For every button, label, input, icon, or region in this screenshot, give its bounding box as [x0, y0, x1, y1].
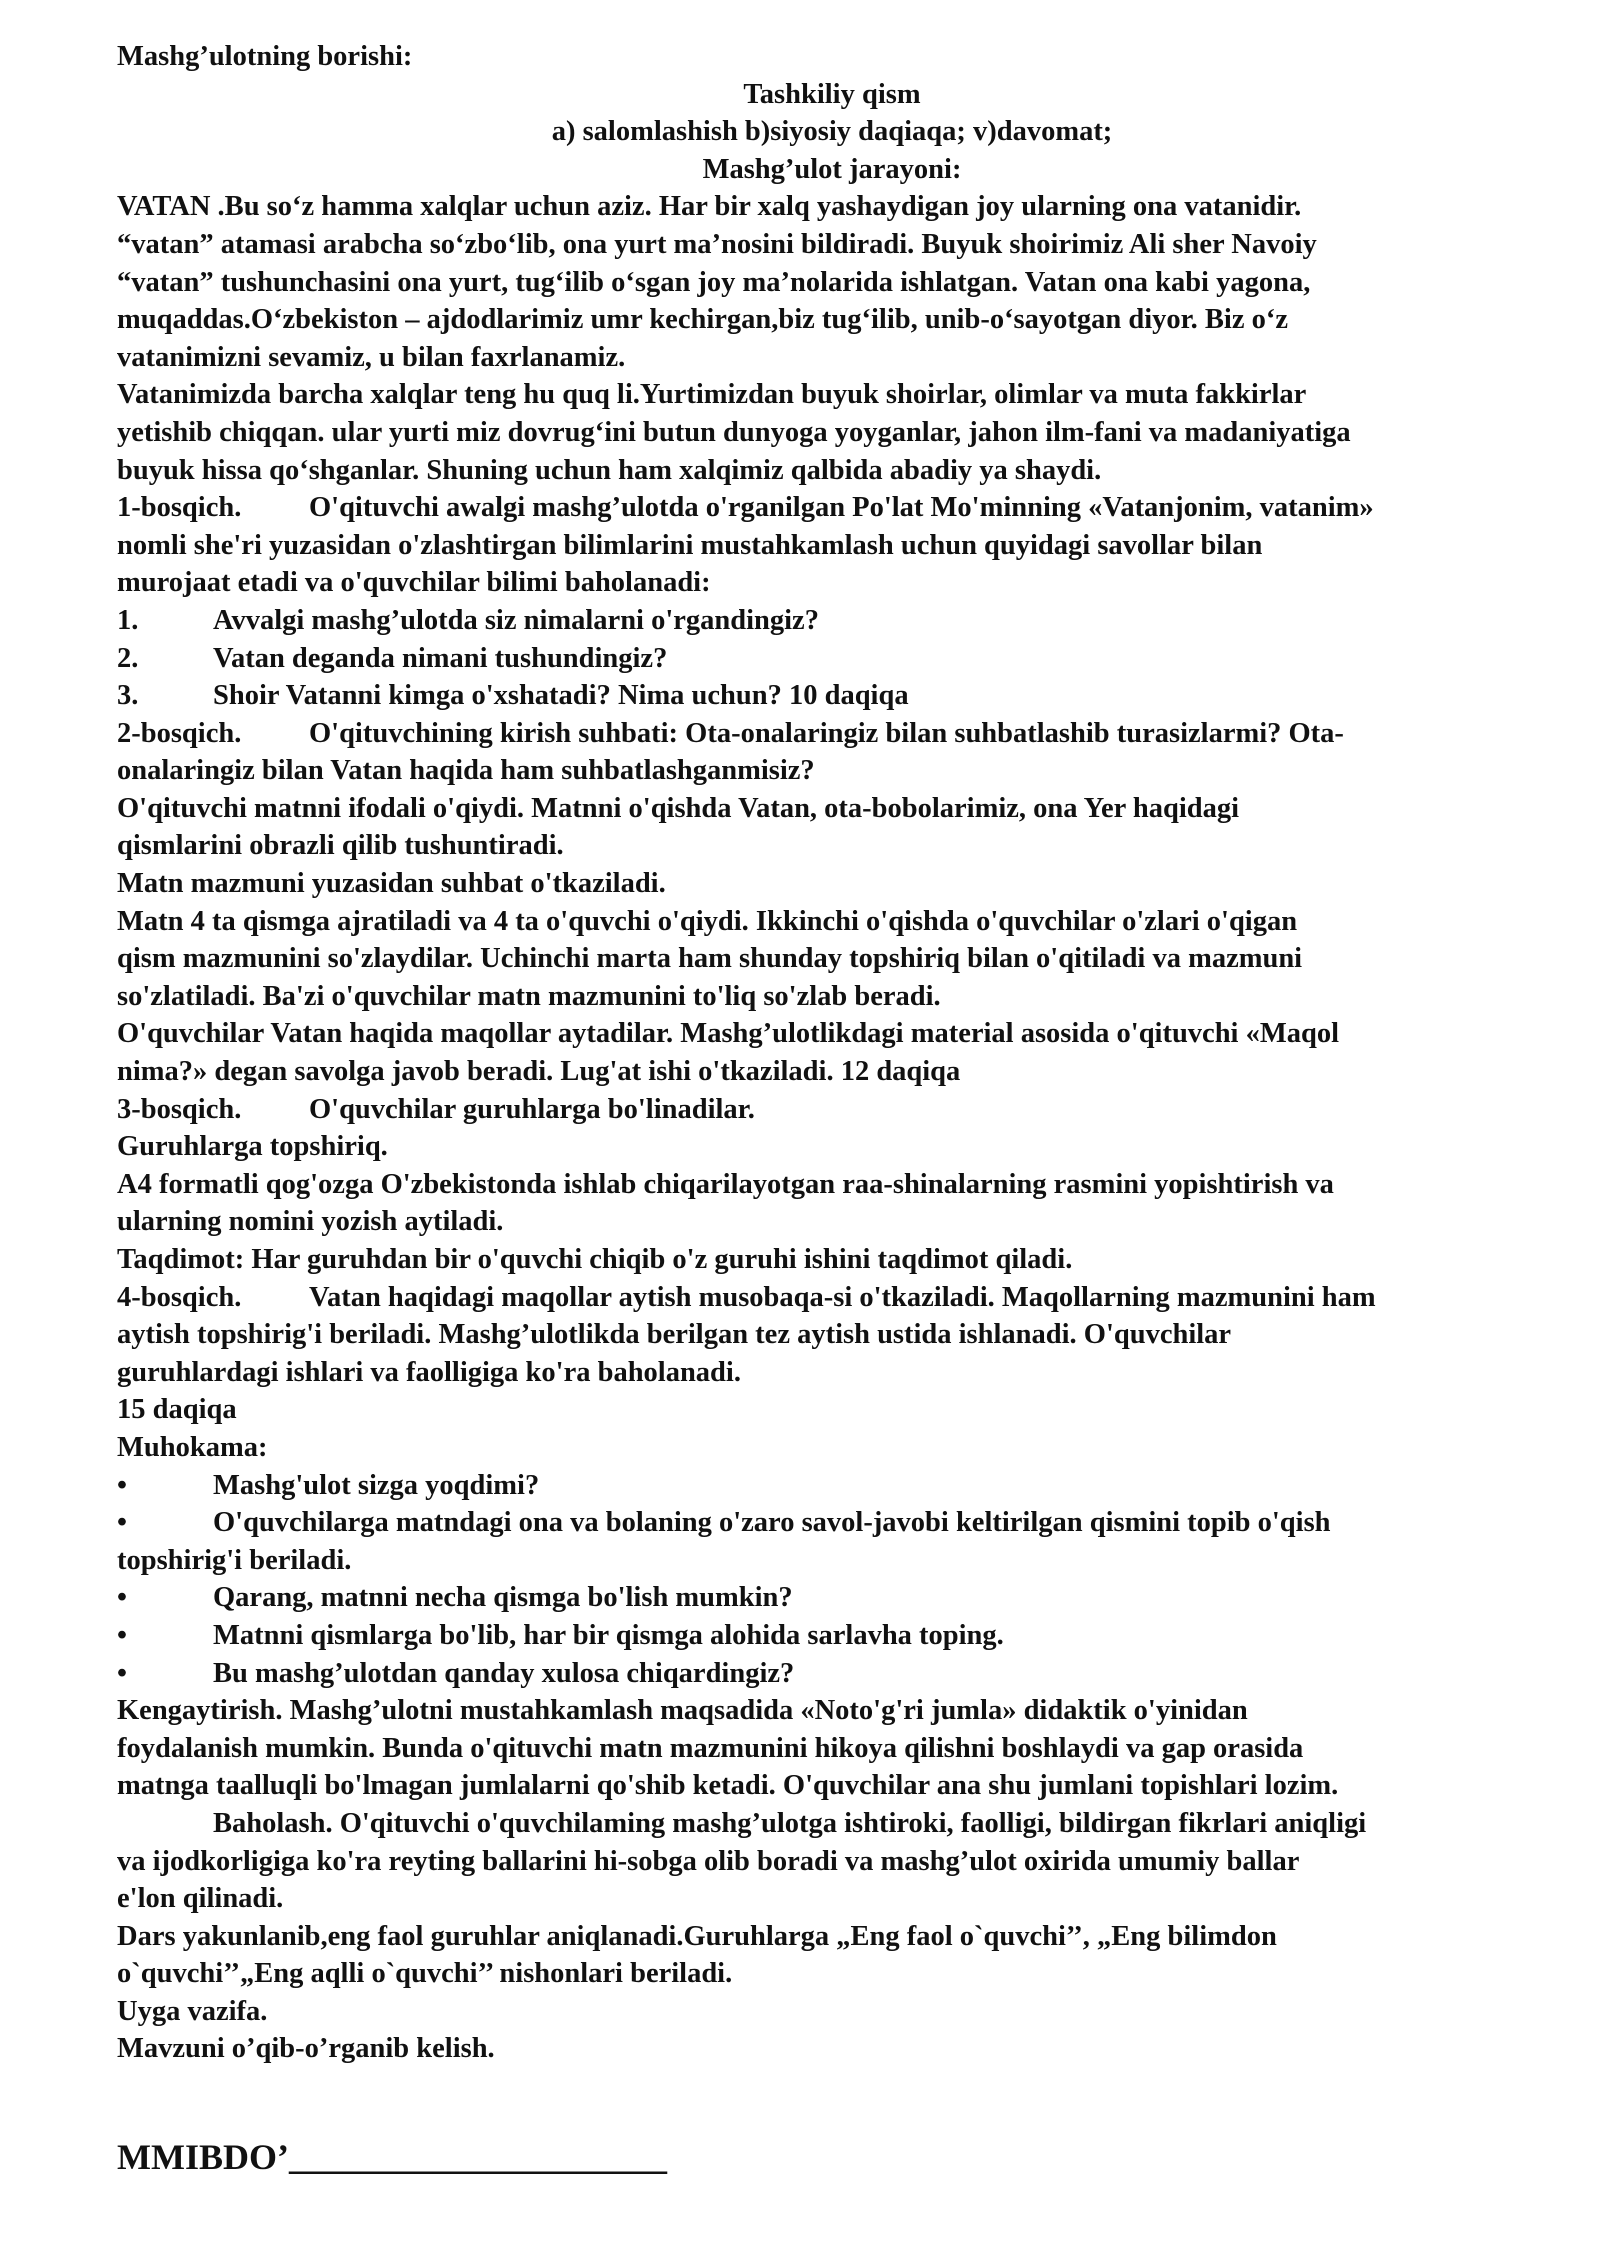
- question-item-label: 2.: [117, 642, 139, 674]
- discussion-item-label: •: [117, 1507, 127, 1539]
- stage1-line: murojaat etadi va o'quvchilar bilimi baholanadi:: [117, 567, 711, 599]
- intro-line: “vatan” atamasi arabcha so‘zbo‘lib, ona yurt ma’nosini bildiradi. Buyuk shoirimiz Ali sher Navoiy: [117, 228, 1317, 260]
- discussion-item-text: Bu mashg’ulotdan qanday xulosa chiqardingiz?: [213, 1657, 795, 1689]
- intro-line: muqaddas.O‘zbekiston – ajdodlarimiz umr kechirgan,biz tug‘ilib, unib-o‘sayotgan diyor. Biz o‘z: [117, 304, 1289, 336]
- stage3-heading-label: 3-bosqich.: [117, 1093, 242, 1125]
- discussion-item-label: •: [117, 1582, 127, 1614]
- extension-line: Kengaytirish. Mashg’ulotni mustahkamlash maqsadida «Noto'g'ri jumla» didaktik o'yinidan: [117, 1695, 1248, 1727]
- stage2-line: so'zlatiladi. Ba'zi o'quvchilar matn mazmunini to'liq so'zlab beradi.: [117, 980, 941, 1012]
- stage1-heading: [117, 489, 1547, 527]
- stage2-heading: [117, 715, 1547, 753]
- question-item: [117, 640, 1547, 678]
- question-item: [117, 602, 1547, 640]
- stage2-line: Matn 4 ta qismga ajratiladi va 4 ta o'quvchi o'qiydi. Ikkinchi o'qishda o'quvchilar o'zlari o'qigan: [117, 905, 1298, 937]
- stage4-line: guruhlardagi ishlari va faolligiga ko'ra baholanadi.: [117, 1356, 741, 1388]
- stage4-line: aytish topshirig'i beriladi. Mashg’ulotlikda berilgan tez aytish ustida ishlanadi. O'quvchilar: [117, 1319, 1232, 1351]
- stage3-heading: [117, 1091, 1547, 1129]
- stage3-line: Guruhlarga topshiriq.: [117, 1131, 388, 1163]
- stage2-line: O'quvchilar Vatan haqida maqollar aytadilar. Mashg’ulotlikdagi material asosida o'qituvchi «Maqol: [117, 1018, 1340, 1050]
- assessment-line: Baholash. O'qituvchi o'quvchilaming mashg’ulotga ishtiroki, faolligi, bildirgan fikrlari aniqligi: [213, 1807, 1367, 1839]
- stage4-heading-text: Vatan haqidagi maqollar aytish musobaqa-si o'tkaziladi. Maqollarning mazmunini ham: [309, 1281, 1376, 1313]
- stage1-heading-text: O'qituvchi awalgi mashg’ulotda o'rganilgan Po'lat Mo'minning «Vatanjonim, vatanim»: [309, 492, 1374, 524]
- discussion-item: [117, 1655, 1547, 1693]
- question-item-text: Avvalgi mashg’ulotda siz nimalarni o'rgandingiz?: [213, 604, 819, 636]
- org-items: a) salomlashish b)siyosiy daqiaqa; v)davomat;: [551, 116, 1113, 148]
- extension-line: foydalanish mumkin. Bunda o'qituvchi matn mazmunini hikoya qilishni boshlaydi va gap orasida: [117, 1732, 1304, 1764]
- intro-line: Vatanimizda barcha xalqlar teng hu quq li.Yurtimizdan buyuk shoirlar, olimlar va muta fakkirlar: [117, 379, 1307, 411]
- discussion-item-text: Mashg'ulot sizga yoqdimi?: [213, 1469, 540, 1501]
- discussion-item: [117, 1617, 1547, 1655]
- discussion-item-label: •: [117, 1619, 127, 1651]
- extension-line: matnga taalluqli bo'lmagan jumlalarni qo'shib ketadi. O'quvchilar ana shu jumlani topishlari lozim.: [117, 1770, 1339, 1802]
- discussion-item-label: •: [117, 1657, 127, 1689]
- question-item-text: Vatan deganda nimani tushundingiz?: [213, 642, 668, 674]
- stage4-line: 15 daqiqa: [117, 1394, 237, 1426]
- intro-line: vatanimizni sevamiz, u bilan faxrlanamiz.: [117, 341, 626, 373]
- discussion-item: [117, 1467, 1547, 1505]
- stage2-line: qismlarini obrazli qilib tushuntiradi.: [117, 830, 564, 862]
- stage4-line: Muhokama:: [117, 1431, 268, 1463]
- stage2-line: qism mazmunini so'zlaydilar. Uchinchi marta ham shunday topshiriq bilan o'qitiladi va mazmuni: [117, 943, 1303, 975]
- stage3-line: Taqdimot: Har guruhdan bir o'quvchi chiqib o'z guruhi ishini taqdimot qiladi.: [117, 1244, 1073, 1275]
- question-item-label: 1.: [117, 604, 139, 636]
- intro-line: “vatan” tushunchasini ona yurt, tug‘ilib o‘sgan joy ma’nolarida ishlatgan. Vatan ona kabi yagona,: [117, 266, 1311, 298]
- stage2-line: onalaringiz bilan Vatan haqida ham suhbatlashganmisiz?: [117, 755, 815, 787]
- discussion-item-cont: topshirig'i beriladi.: [117, 1544, 352, 1576]
- section-heading: Mashg’ulotning borishi:: [117, 41, 413, 72]
- assessment-line: e'lon qilinadi.: [117, 1883, 284, 1915]
- intro-line: VATAN .Bu so‘z hamma xalqlar uchun aziz. Har bir xalq yashaydigan joy ularning ona vatanidir.: [117, 191, 1302, 223]
- intro-line: buyuk hissa qo‘shganlar. Shuning uchun ham xalqimiz qalbida abadiy ya shaydi.: [117, 454, 1102, 486]
- stage2-heading-label: 2-bosqich.: [117, 717, 242, 749]
- stage2-heading-text: O'qituvchining kirish suhbati: Ota-onalaringiz bilan suhbatlashib turasizlarmi? Ota-: [309, 717, 1344, 749]
- stage2-line: O'qituvchi matnni ifodali o'qiydi. Matnni o'qishda Vatan, ota-bobolarimiz, ona Yer haqidagi: [117, 792, 1240, 824]
- stage4-heading-label: 4-bosqich.: [117, 1281, 242, 1313]
- org-title: Tashkiliy qism: [743, 78, 921, 110]
- discussion-item-text: Matnni qismlarga bo'lib, har bir qismga alohida sarlavha toping.: [213, 1619, 1004, 1651]
- stage4-heading: [117, 1279, 1547, 1317]
- process-title: Mashg’ulot jarayoni:: [702, 153, 962, 185]
- discussion-item: [117, 1579, 1547, 1617]
- stage3-line: A4 formatli qog'ozga O'zbekistonda ishlab chiqarilayotgan raa-shinalarning rasmini yopishtirish va: [117, 1168, 1334, 1200]
- assessment-line: va ijodkorligiga ko'ra reyting ballarini hi-sobga olib boradi va mashg’ulot oxirida umumiy ballar: [117, 1845, 1300, 1877]
- discussion-item-text: Qarang, matnni necha qismga bo'lish mumkin?: [213, 1582, 793, 1614]
- discussion-item-text: O'quvchilarga matndagi ona va bolaning o'zaro savol-javobi keltirilgan qismini topib o'qish: [213, 1507, 1331, 1539]
- signature-line: MMIBDO’_____________________: [117, 2137, 667, 2177]
- closing-line: Mavzuni o’qib-o’rganib kelish.: [117, 2033, 495, 2065]
- stage3-heading-text: O'quvchilar guruhlarga bo'linadilar.: [309, 1093, 755, 1125]
- closing-line: Dars yakunlanib,eng faol guruhlar aniqlanadi.Guruhlarga „Eng faol o`quvchi’’, „Eng bilimdon: [117, 1920, 1277, 1952]
- question-item: [117, 677, 1547, 715]
- closing-line: Uyga vazifa.: [117, 1995, 268, 2027]
- question-item-label: 3.: [117, 680, 139, 712]
- intro-line: yetishib chiqqan. ular yurti miz dovrug‘ini butun dunyoga yoyganlar, jahon ilm-fani va madaniyatiga: [117, 416, 1351, 448]
- stage2-line: Matn mazmuni yuzasidan suhbat o'tkaziladi.: [117, 868, 666, 900]
- stage1-line: nomli she'ri yuzasidan o'zlashtirgan bilimlarini mustahkamlash uchun quyidagi savollar bilan: [117, 529, 1263, 561]
- document-page: [117, 38, 1547, 2068]
- discussion-item: [117, 1504, 1547, 1542]
- stage1-heading-label: 1-bosqich.: [117, 492, 242, 524]
- stage3-line: ularning nomini yozish aytiladi.: [117, 1206, 504, 1238]
- question-item-text: Shoir Vatanni kimga o'xshatadi? Nima uchun? 10 daqiqa: [213, 680, 909, 712]
- closing-line: o`quvchi’’„Eng aqlli o`quvchi’’ nishonlari beriladi.: [117, 1958, 733, 1990]
- discussion-item-label: •: [117, 1469, 127, 1501]
- stage2-line: nima?» degan savolga javob beradi. Lug'at ishi o'tkaziladi. 12 daqiqa: [117, 1056, 961, 1088]
